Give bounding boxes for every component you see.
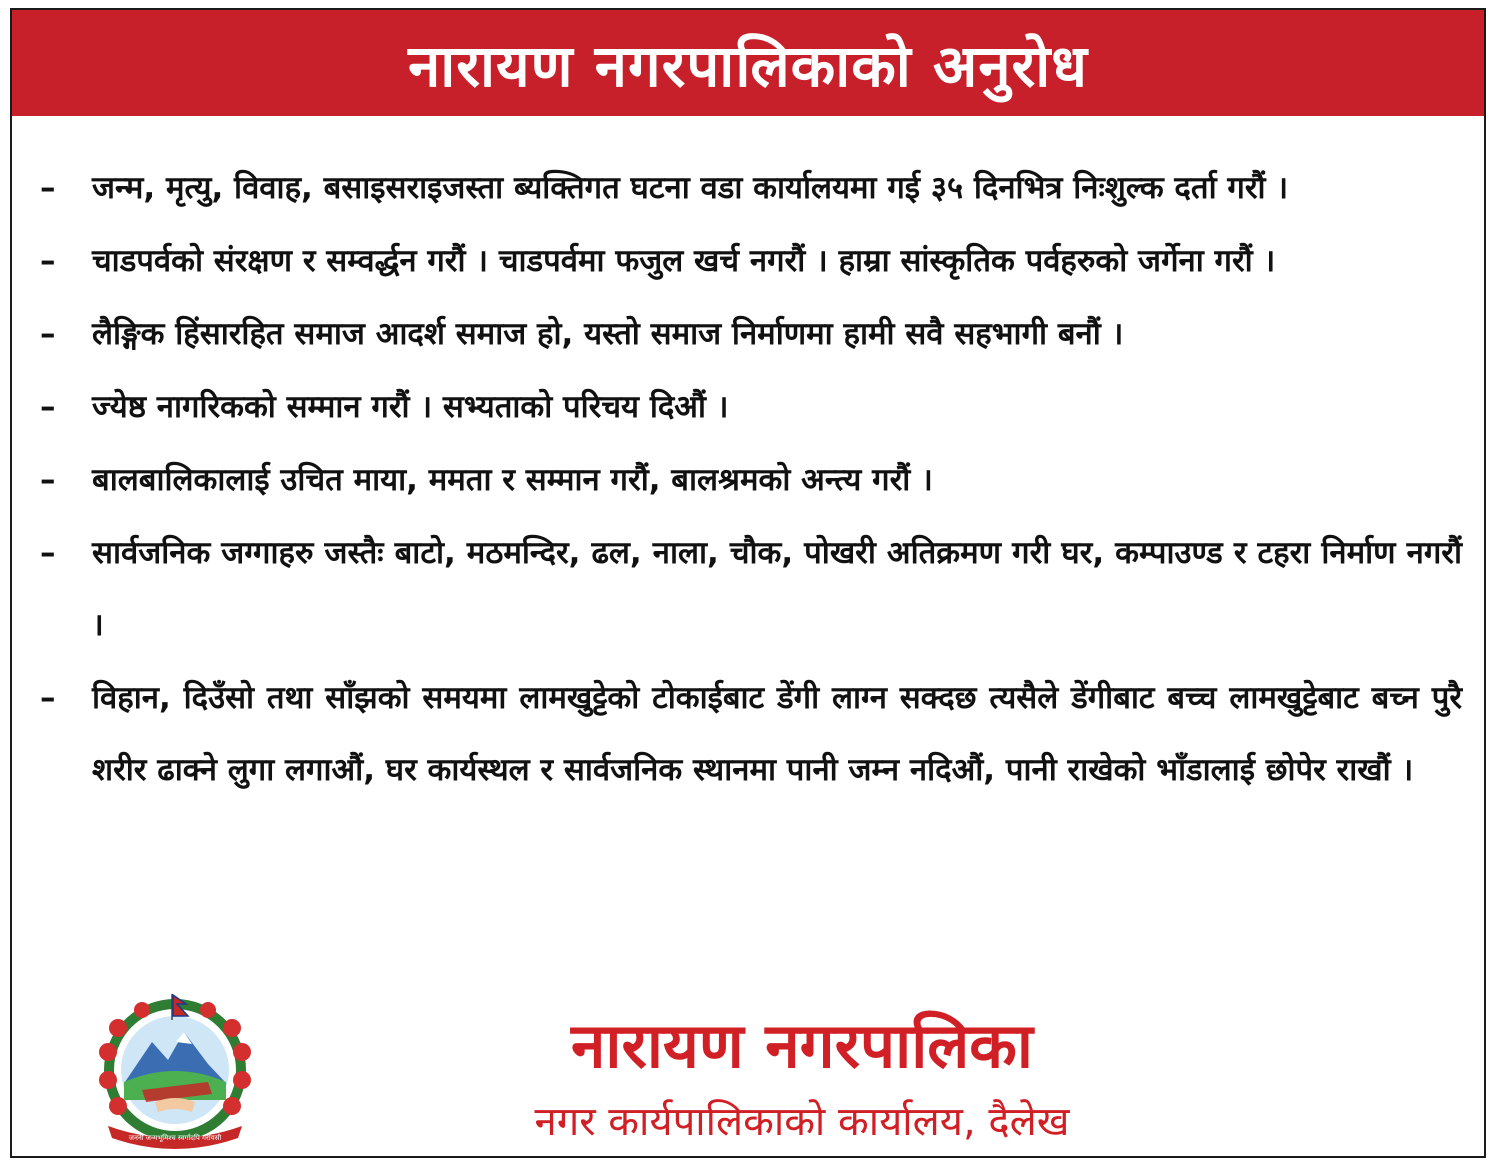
notice-text: विहान, दिउँसो तथा साँझको समयमा लामखुट्टेको टोकाईबाट डेंगी लाग्न सक्दछ त्यसैले डेंगीबाट बच्च लामखुट्टेबाट बच्न पुरै शरीर ढाक्ने लुगा लगाऔं, घर कार्यस्थल र सार्वजनिक स्थानमा पानी जम्न नदिऔं, पानी राखेको भाँडालाई छोपेर राखौं । (92, 680, 1462, 788)
list-item (40, 225, 1462, 297)
list-item (40, 152, 1462, 224)
bullet-dash: – (40, 389, 56, 425)
bullet-dash: – (40, 680, 56, 716)
list-item (40, 662, 1462, 806)
bullet-dash: – (40, 243, 56, 279)
emblem-motto: जननी जन्मभूमिश्च स्वर्गादपि गरीयसी (128, 1134, 222, 1142)
notice-frame (10, 8, 1486, 1158)
notice-list (40, 152, 1462, 807)
notice-text: जन्म, मृत्यु, विवाह, बसाइसराइजस्ता ब्यक्तिगत घटना वडा कार्यालयमा गई ३५ दिनभित्र निःशुल्क दर्ता गरौं । (92, 170, 1289, 206)
list-item (40, 444, 1462, 516)
bullet-dash: – (40, 170, 56, 206)
bullet-dash: – (40, 316, 56, 352)
list-item (40, 517, 1462, 661)
notice-text: सार्वजनिक जग्गाहरु जस्तैः बाटो, मठमन्दिर, ढल, नाला, चौक, पोखरी अतिक्रमण गरी घर, कम्पाउण्ड र टहरा निर्माण नगरौं । (92, 535, 1462, 643)
municipality-name: नारायण नगरपालिका (571, 1009, 1033, 1082)
notice-text: ज्येष्ठ नागरिकको सम्मान गरौं । सभ्यताको परिचय दिऔं । (92, 389, 729, 425)
office-name: नगर कार्यपालिकाको कार्यालय, दैलेख (534, 1099, 1070, 1145)
page-title: नारायण नगरपालिकाको अनुरोध (12, 10, 1484, 116)
list-item (40, 371, 1462, 443)
notice-text: चाडपर्वको संरक्षण र सम्वर्द्धन गरौं । चाडपर्वमा फजुल खर्च नगरौं । हाम्रा सांस्कृतिक पर्वहरुको जर्गेना गरौं । (92, 243, 1276, 279)
bullet-dash: – (40, 462, 56, 498)
notice-text: लैङ्गिक हिंसारहित समाज आदर्श समाज हो, यस्तो समाज निर्माणमा हामी सवै सहभागी बनौं । (92, 316, 1124, 352)
notice-text: बालबालिकालाई उचित माया, ममता र सम्मान गरौं, बालश्रमको अन्त्य गरौं । (92, 462, 933, 498)
nepal-government-emblem-icon (80, 990, 270, 1150)
bullet-dash: – (40, 535, 56, 571)
list-item (40, 298, 1462, 370)
